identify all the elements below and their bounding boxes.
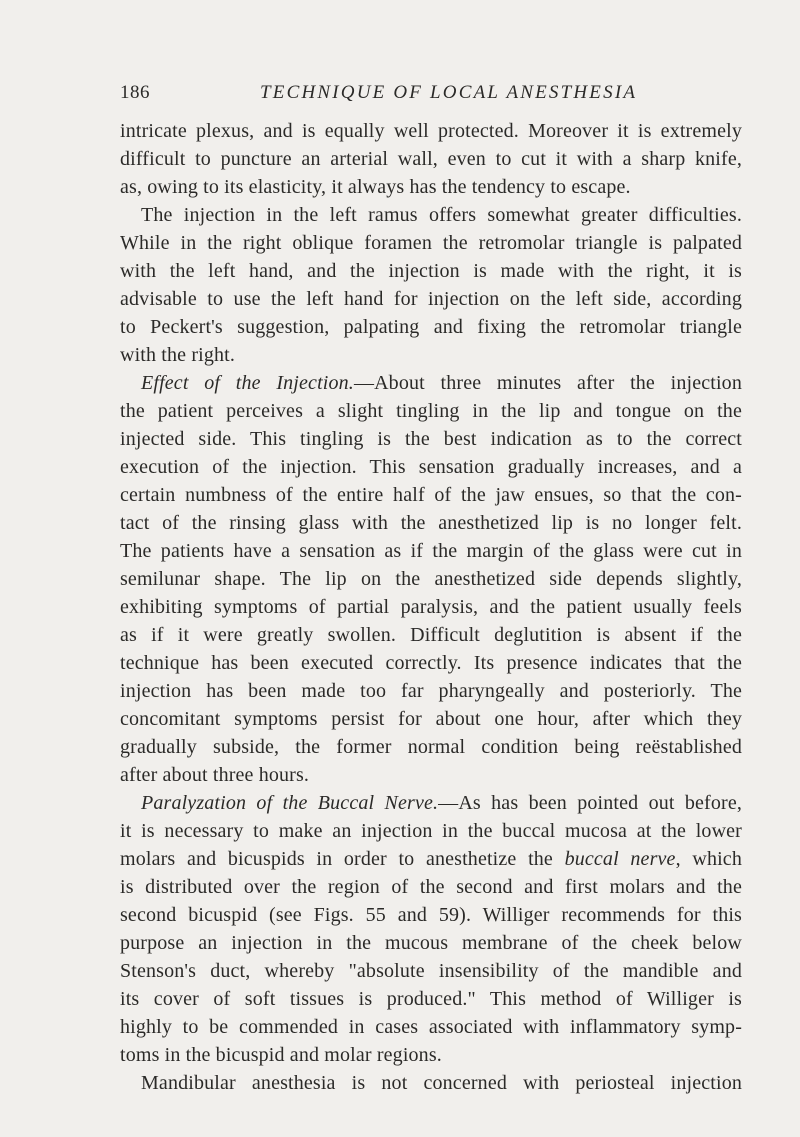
text-segment: molars and bicuspids in order to anesthetize the bbox=[120, 848, 565, 870]
text-line bbox=[120, 565, 742, 593]
text-segment: after about three hours. bbox=[120, 764, 310, 786]
text-segment: as if it were greatly swollen. Difficult deglutition is absent if the bbox=[120, 624, 742, 646]
text-line bbox=[120, 537, 742, 565]
text-segment: certain numbness of the entire half of the jaw ensues, so that the con- bbox=[120, 484, 742, 506]
text-line bbox=[120, 761, 742, 789]
text-line bbox=[120, 817, 742, 845]
text-line bbox=[120, 593, 742, 621]
text-segment: The injection in the left ramus offers somewhat greater difficulties. bbox=[141, 204, 742, 226]
text-segment: the patient perceives a slight tingling in the lip and tongue on the bbox=[120, 400, 742, 422]
text-line bbox=[120, 285, 742, 313]
running-head bbox=[120, 82, 740, 112]
text-line bbox=[120, 621, 742, 649]
text-line bbox=[120, 481, 742, 509]
text-line bbox=[120, 313, 742, 341]
italic-text: Paralyzation of the Buccal Nerve. bbox=[141, 792, 439, 814]
text-segment: —About three minutes after the injection bbox=[353, 372, 742, 394]
text-line bbox=[120, 845, 742, 873]
text-line bbox=[120, 397, 742, 425]
text-segment: gradually subside, the former normal condition being reëstablished bbox=[120, 736, 742, 758]
italic-text: buccal nerve bbox=[564, 848, 676, 870]
text-line bbox=[120, 677, 742, 705]
text-line bbox=[120, 425, 742, 453]
text-segment: purpose an injection in the mucous membrane of the cheek below bbox=[120, 932, 742, 954]
text-segment: with the left hand, and the injection is made with the right, it is bbox=[120, 260, 742, 282]
text-line bbox=[120, 257, 742, 285]
text-segment: injected side. This tingling is the best indication as to the correct bbox=[120, 428, 742, 450]
text-segment: execution of the injection. This sensation gradually increases, and a bbox=[120, 456, 742, 478]
text-segment: intricate plexus, and is equally well protected. Moreover it is extremely bbox=[120, 120, 742, 142]
text-line bbox=[120, 145, 742, 173]
text-segment: concomitant symptoms persist for about one hour, after which they bbox=[120, 708, 742, 730]
text-line bbox=[120, 957, 742, 985]
text-line bbox=[120, 873, 742, 901]
text-segment: toms in the bicuspid and molar regions. bbox=[120, 1044, 442, 1066]
text-line bbox=[120, 789, 742, 817]
text-line bbox=[120, 173, 742, 201]
text-segment: The patients have a sensation as if the margin of the glass were cut in bbox=[120, 540, 742, 562]
text-segment: While in the right oblique foramen the retromolar triangle is palpated bbox=[120, 232, 742, 254]
text-line bbox=[120, 1041, 742, 1069]
text-segment: highly to be commended in cases associated with inflammatory symp- bbox=[120, 1016, 742, 1038]
body-text bbox=[120, 117, 742, 1097]
text-line bbox=[120, 453, 742, 481]
text-line bbox=[120, 705, 742, 733]
text-segment: semilunar shape. The lip on the anesthetized side depends slightly, bbox=[120, 568, 742, 590]
text-line bbox=[120, 117, 742, 145]
text-segment: , which bbox=[675, 848, 742, 870]
text-line bbox=[120, 929, 742, 957]
text-segment: tact of the rinsing glass with the anesthetized lip is no longer felt. bbox=[120, 512, 742, 534]
text-segment: Mandibular anesthesia is not concerned with periosteal injection bbox=[141, 1072, 742, 1094]
running-title: TECHNIQUE OF LOCAL ANESTHESIA bbox=[260, 82, 638, 103]
text-line bbox=[120, 985, 742, 1013]
text-line bbox=[120, 733, 742, 761]
text-line bbox=[120, 229, 742, 257]
italic-text: Effect of the Injection. bbox=[141, 372, 354, 394]
text-segment: its cover of soft tissues is produced." This method of Williger is bbox=[120, 988, 742, 1010]
text-segment: is distributed over the region of the second and first molars and the bbox=[120, 876, 742, 898]
text-segment: exhibiting symptoms of partial paralysis, and the patient usually feels bbox=[120, 596, 742, 618]
text-line bbox=[120, 901, 742, 929]
text-segment: advisable to use the left hand for injection on the left side, according bbox=[120, 288, 742, 310]
text-segment: second bicuspid (see Figs. 55 and 59). Williger recommends for this bbox=[120, 904, 742, 926]
text-line bbox=[120, 1013, 742, 1041]
text-line bbox=[120, 341, 742, 369]
text-line bbox=[120, 649, 742, 677]
text-segment: with the right. bbox=[120, 344, 236, 366]
text-line bbox=[120, 369, 742, 397]
text-line bbox=[120, 509, 742, 537]
text-segment: to Peckert's suggestion, palpating and fixing the retromolar triangle bbox=[120, 316, 742, 338]
text-segment: as, owing to its elasticity, it always has the tendency to escape. bbox=[120, 176, 631, 198]
text-segment: —As has been pointed out before, bbox=[438, 792, 742, 814]
text-segment: difficult to puncture an arterial wall, even to cut it with a sharp knife, bbox=[120, 148, 742, 170]
text-segment: technique has been executed correctly. Its presence indicates that the bbox=[120, 652, 742, 674]
text-line bbox=[120, 201, 742, 229]
text-segment: Stenson's duct, whereby "absolute insensibility of the mandible and bbox=[120, 960, 742, 982]
text-line bbox=[120, 1069, 742, 1097]
text-segment: it is necessary to make an injection in the buccal mucosa at the lower bbox=[120, 820, 742, 842]
text-segment: injection has been made too far pharyngeally and posteriorly. The bbox=[120, 680, 742, 702]
page-number: 186 bbox=[120, 82, 150, 103]
